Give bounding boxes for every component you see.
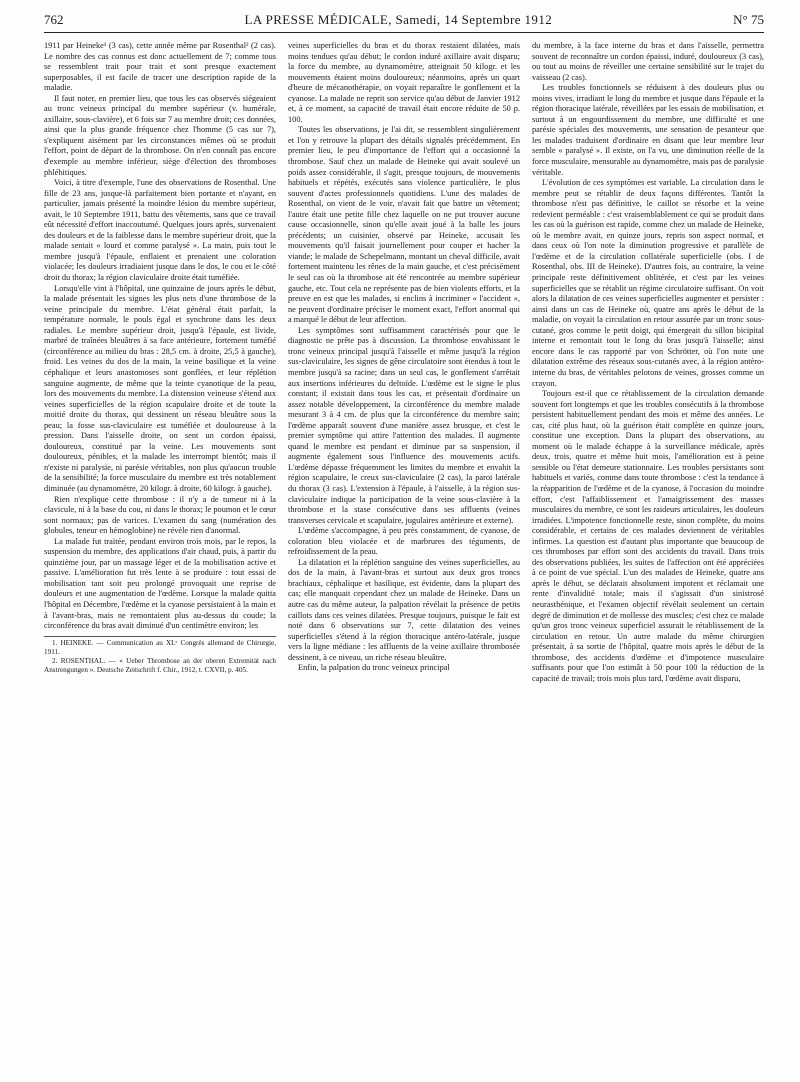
footnotes (44, 636, 276, 675)
paragraph: La malade fut traitée, pendant environ trois mois, par le repos, la suspension du membre, des applications d'air chaud, puis, à partir du quinzième jour, par un massage léger et de la mobilisation active et passive. L'amélioration fut très lente à se produire : tout essai de mobilisation tant soit peu prolongé provoquait une reprise de douleurs et une augmentation de l'œdème. Lorsque la malade quitta l'hôpital en Décembre, l'œdème et la cyanose persistaient à la main et à l'avant-bras, mais ne remontaient plus au-dessus du coude; la circonférence du bras avait diminué d'un centimètre environ; les (44, 536, 276, 631)
paragraph: Les troubles fonctionnels se réduisent à des douleurs plus ou moins vives, irradiant le long du membre et jusque dans l'épaule et la région thoracique latérale, réveillées par les essais de mobilisation, et surtout à un engourdissement du membre, une difficulté et une parésie spéciales des mouvements, une sensation de pesanteur que les malades traduisent d'ordinaire en disant que leur membre leur semble « paralysé ». Il existe, on l'a vu, une diminution réelle de la force musculaire, mensurable au dynamomètre, mais pas de paralysie véritable. (532, 83, 764, 177)
paragraph: L'œdème s'accompagne, à peu près constamment, de cyanose, de coloration bleu violacée et de marbrures des téguments, de refroidissement de la peau. (288, 526, 520, 557)
paragraph: Lorsqu'elle vint à l'hôpital, une quinzaine de jours après le début, la malade présentait les signes les plus nets d'une thrombose de la veine principale du membre. L'état général était parfait, la température normale, le pouls égal et synchrone dans les deux radiales. Le membre supérieur droit, jusqu'à l'épaule, est livide, marbré de traînées bleuâtres à sa face antérieure, fortement tuméfié (circonférence au milieu du bras : 28,5 cm. à droite, 25,5 à gauche), froid. Les veines du dos de la main, la veine basilique et la veine céphalique et leurs anastomoses sont gonflées, et leur réplétion sanguine augmente, de même que la teinte cyanotique de la peau, lors des mouvements du membre. La distension veineuse s'étend aux veines superficielles de la région scapulaire droite et de toute la moitié droite du thorax, qui dessinent un réseau bleuâtre sous la peau; la fosse sus-claviculaire est tuméfiée et douloureuse à la pression. Dans l'aisselle droite, on sent un cordon épaissi, douloureux, constitué par la veine. Les mouvements sont douloureux, pénibles, et la malade les interrompt bientôt; mais il n'existe ni paralysie, ni parésie véritables, non plus qu'aucun trouble de la sensibilité; la force musculaire du membre est très notablement diminuée (au dynamomètre, 20 kilogr. à droite, 60 kilogr. à gauche). (44, 283, 276, 493)
footnote-2: 2. ROSENTHAL. — « Ueber Thrombose an der oberen Extremität nach Anstrengungen ». Deutsche Zeitschrift f. Chir., 1912, t. CXVII, p. 405. (44, 656, 276, 674)
paragraph: La dilatation et la réplétion sanguine des veines superficielles, au dos de la main, à l'avant-bras et surtout aux deux gros troncs brachiaux, céphalique et basilique, est évidente, dans la plupart des cas; elle manquait cependant chez un malade de Heineke. Dans un autre cas du même auteur, la palpation révélait la présence de petits caillots dans ces veines dilatées. Presque toujours, puisque le fait est noté dans 6 observations sur 7, cette dilatation des veines superficielles s'étend à la région thoracique antéro-latérale, jusque vers la ligne médiane : les affluents de la veine axillaire thrombosée dessinent, à ce niveau, un riche réseau bleuâtre. (288, 557, 520, 662)
paragraph: du membre, à la face interne du bras et dans l'aisselle, permettra souvent de reconnaître un cordon épaissi, induré, douloureux (3 cas), ou tout au moins de réveiller une certaine sensibilité sur le trajet du vaisseau (2 cas). (532, 41, 764, 82)
paragraph: Toutes les observations, je l'ai dit, se ressemblent singulièrement et l'on y retrouve la plupart des détails signalés précédemment. En premier lieu, le peu d'importance de l'effort qui a occasionné la thrombose. Sauf chez un malade de Heineke qui avait soulevé un poids assez considérable, il s'agit, presque toujours, de mouvements habituels et répétés, exécutés sans violence particulière, le plus souvent d'actes professionnels quotidiens. L'une des malades de Rosenthal, on vient de le voir, n'avait fait que battre un vêtement; l'autre était une petite fille chez laquelle on ne put trouver aucune cause occasionnelle, sinon qu'elle avait joué à la balle les jours précédents; un cuisinier, observé par Heineke, accusait les mouvements qu'il faisait journellement pour couper et hacher la viande; le malade de Schepelmann, montant un cheval difficile, avait fortement maintenu les rênes de la main gauche, et c'est précisément le seul cas où la thrombose ait été rencontrée au membre supérieur gauche, etc. Tout cela ne représente pas de bien violents efforts, et la preuve en est que les malades, si enclins à incriminer « l'accident », ne peuvent d'ordinaire préciser le moment exact, l'effort anormal qui a marqué le début de leur affection. (288, 125, 520, 325)
footnote-1: 1. HEINEKE. — Communication au XLᵉ Congrès allemand de Chirurgie, 1911. (44, 638, 276, 656)
page-number: 762 (44, 12, 64, 27)
paragraph: 1911 par Heineke¹ (3 cas), cette année même par Rosenthal² (2 cas). Le nombre des cas connus est donc actuellement de 7; comme tous se ressemblent trait pour trait et sont presque exactement superposables, il est facile de tracer une description rapide de la maladie. (44, 41, 276, 93)
paragraph: Voici, à titre d'exemple, l'une des observations de Rosenthal. Une fille de 23 ans, jusque-là parfaitement bien portante et n'ayant, en particulier, jamais présenté la moindre lésion du membre supérieur, avait, le 10 Septembre 1911, battu des vêtements, sans que ce travail eût nécessité d'effort inaccoutumé. Quelques jours après, survenaient des douleurs et de la faiblesse dans le membre supérieur droit, que la malade sentait « lourd et comme paralysé ». La main, puis tout le membre jusqu'à l'épaule, enflaient et prenaient une coloration violacée; les douleurs irradiaient jusque dans le dos, le cou et le côté droit du thorax; la région claviculaire droite était tuméfiée. (44, 178, 276, 283)
issue-number: N° 75 (733, 12, 764, 27)
paragraph: Enfin, la palpation du tronc veineux principal (298, 663, 450, 673)
paragraph: L'évolution de ces symptômes est variable. La circulation dans le membre peut se rétablir de deux façons différentes. Tantôt la thrombose n'est pas définitive, le caillot se résorbe et la veine redevient perméable : c'est vraisemblablement ce qui se produit dans les cas où la guérison est rapide, comme chez un malade de Heineke, où le membre avait, en quinze jours, repris son aspect normal, et dans ceux où l'on note la diminution progressive et parallèle de l'œdème et de la circulation collatérale superficielle (obs. I de Rosenthal, obs. III de Heineke). D'autres fois, au contraire, la veine principale reste définitivement oblitérée, et c'est par les veines superficielles que se rétablit un régime circulatoire suffisant. On voit alors la dilatation de ces veines superficielles augmenter et persister : ainsi dans un cas de Heineke où, quatre ans après le début de la maladie, on voyait la circulation en retour assurée par un tronc sous-cutané, gros comme le petit doigt, qui émergeait du sillon bicipital interne et remontait tout le long du bras jusqu'à l'aisselle; ainsi encore dans le cas rapporté par von Schrötter, où l'on note une dilatation extrême des réseaux sous-cutanés avec, à la région antéro-interne du bras, de véritables pelotons de veines, grosses comme un crayon. (532, 178, 764, 388)
paragraph: veines superficielles du bras et du thorax restaient dilatées, mais moins tendues qu'au début; le cordon induré axillaire avait disparu; la force du membre, au dynamomètre, atteignait 50 kilogr. et les mouvements étaient moins douloureux; néanmoins, après un quart d'heure de mécanothérapie, on voyait reparaître le gonflement et la cyanose. La malade ne reprit son service qu'au début de Janvier 1912 et, à ce moment, sa capacité de travail était encore réduite de 50 p. 100. (288, 41, 520, 124)
column-2 (288, 41, 520, 1063)
column-1 (44, 41, 276, 1063)
text-columns (44, 41, 764, 1063)
paragraph: Les symptômes sont suffisamment caractérisés pour que le diagnostic ne prête pas à discussion. La thrombose envahissant le tronc veineux principal jusqu'à l'aisselle et même jusqu'à la région sus-claviculaire, les signes de gêne circulatoire sont étendus à tout le membre jusqu'à sa racine; dans un seul cas, le gonflement s'arrêtait aux insertions inférieures du deltoïde. L'œdème est le signe le plus constant; il existait dans tous les cas, et présentait d'ordinaire un assez notable développement, la circonférence du membre malade mesurant 3 à 4 cm. de plus que la circonférence du membre sain; l'œdème apparaît souvent d'une manière assez brusque, et c'est le premier symptôme qui attire l'attention des malades. Il augmente quand le membre est pendant et diminue par sa suspension, il augmente également sous l'influence des mouvements actifs. L'œdème dépasse fréquemment les limites du membre et envahit la région scapulaire, le creux sus-claviculaire (2 cas), la paroi latérale du thorax (3 cas). L'extension à l'épaule, à l'aisselle, à la région sus-claviculaire indique la participation de la veine sous-clavière à la thrombose et la stase consécutive dans ses affluents (veines transverses cervicale et scapulaire, jugulaires antérieure et externe). (288, 325, 520, 525)
paragraph: Toujours est-il que ce rétablissement de la circulation demande souvent fort longtemps et que les troubles consécutifs à la thrombose persistent habituellement pendant des mois et même des années. Le cas, cité plus haut, où la guérison était complète en quinze jours, constitue une exception. Dans la plupart des observations, au moment où le malade échappe à la surveillance médicale, après deux, trois, quatre et même huit mois, l'amélioration est à peine sensible ou l'état demeure stationnaire. Les troubles persistants sont habituels et variés, comme dans toute thrombose : c'est la tendance à la réapparition de l'œdème et de la cyanose, à l'occasion du moindre effort, c'est l'affaiblissement et l'amaigrissement des masses musculaires du membre, ce sont les raideurs articulaires, les douleurs irradiées. L'impotence fonctionnelle reste, sinon complète, du moins considérable, et certains de ces malades deviennent de véritables infirmes. La question est d'autant plus importante que beaucoup de ces thromboses par effort sont des accidents du travail. Dans trois des observations publiées, les suites de l'affection ont été appréciées à ce point de vue spécial. L'un des malades de Heineke, quatre ans après le début, se déclarait absolument impotent et réclamait une rente d'invalidité totale; mais il s'agissait d'un sinistrosé neurasthénique, et l'examen objectif révélait seulement un certain degré de diminution et de mollesse des muscles; c'est chez ce malade qu'un gros tronc veineux superficiel assurait le rétablissement de la circulation en retour. Un autre malade du même chirurgien présentait, à sa sortie de l'hôpital, quatre mois après le début de la thrombose, des accidents d'œdème et d'impotence musculaire suffisants pour que l'on estimât à 50 pour 100 la réduction de la capacité de travail; trois mois plus tard, l'œdème avait disparu, (532, 389, 764, 683)
paragraph: Rien n'explique cette thrombose : il n'y a de tumeur ni à la clavicule, ni à la base du cou, ni dans le thorax; le poumon et le cœur sont normaux; pas de varices. L'examen du sang (numération des globules, teneur en hémoglobine) ne révèle rien d'anormal. (44, 494, 276, 536)
page-header (44, 12, 764, 33)
paragraph: Il faut noter, en premier lieu, que tous les cas observés siégeaient au tronc veineux principal du membre supérieur (v. humérale, axillaire, sous-clavière), et 6 fois sur 7 au membre droit; ces données, ainsi que la plus grande fréquence chez l'homme (5 cas sur 7), s'expliquent aisément par les circonstances mêmes où se produit l'effort, point de départ de la thrombose. On n'en connaît pas encore d'exemple au membre inférieur, siège d'élection des thromboses phlébitiques. (44, 93, 276, 177)
column-3 (532, 41, 764, 1063)
journal-title: LA PRESSE MÉDICALE, Samedi, 14 Septembre 1912 (244, 12, 553, 27)
